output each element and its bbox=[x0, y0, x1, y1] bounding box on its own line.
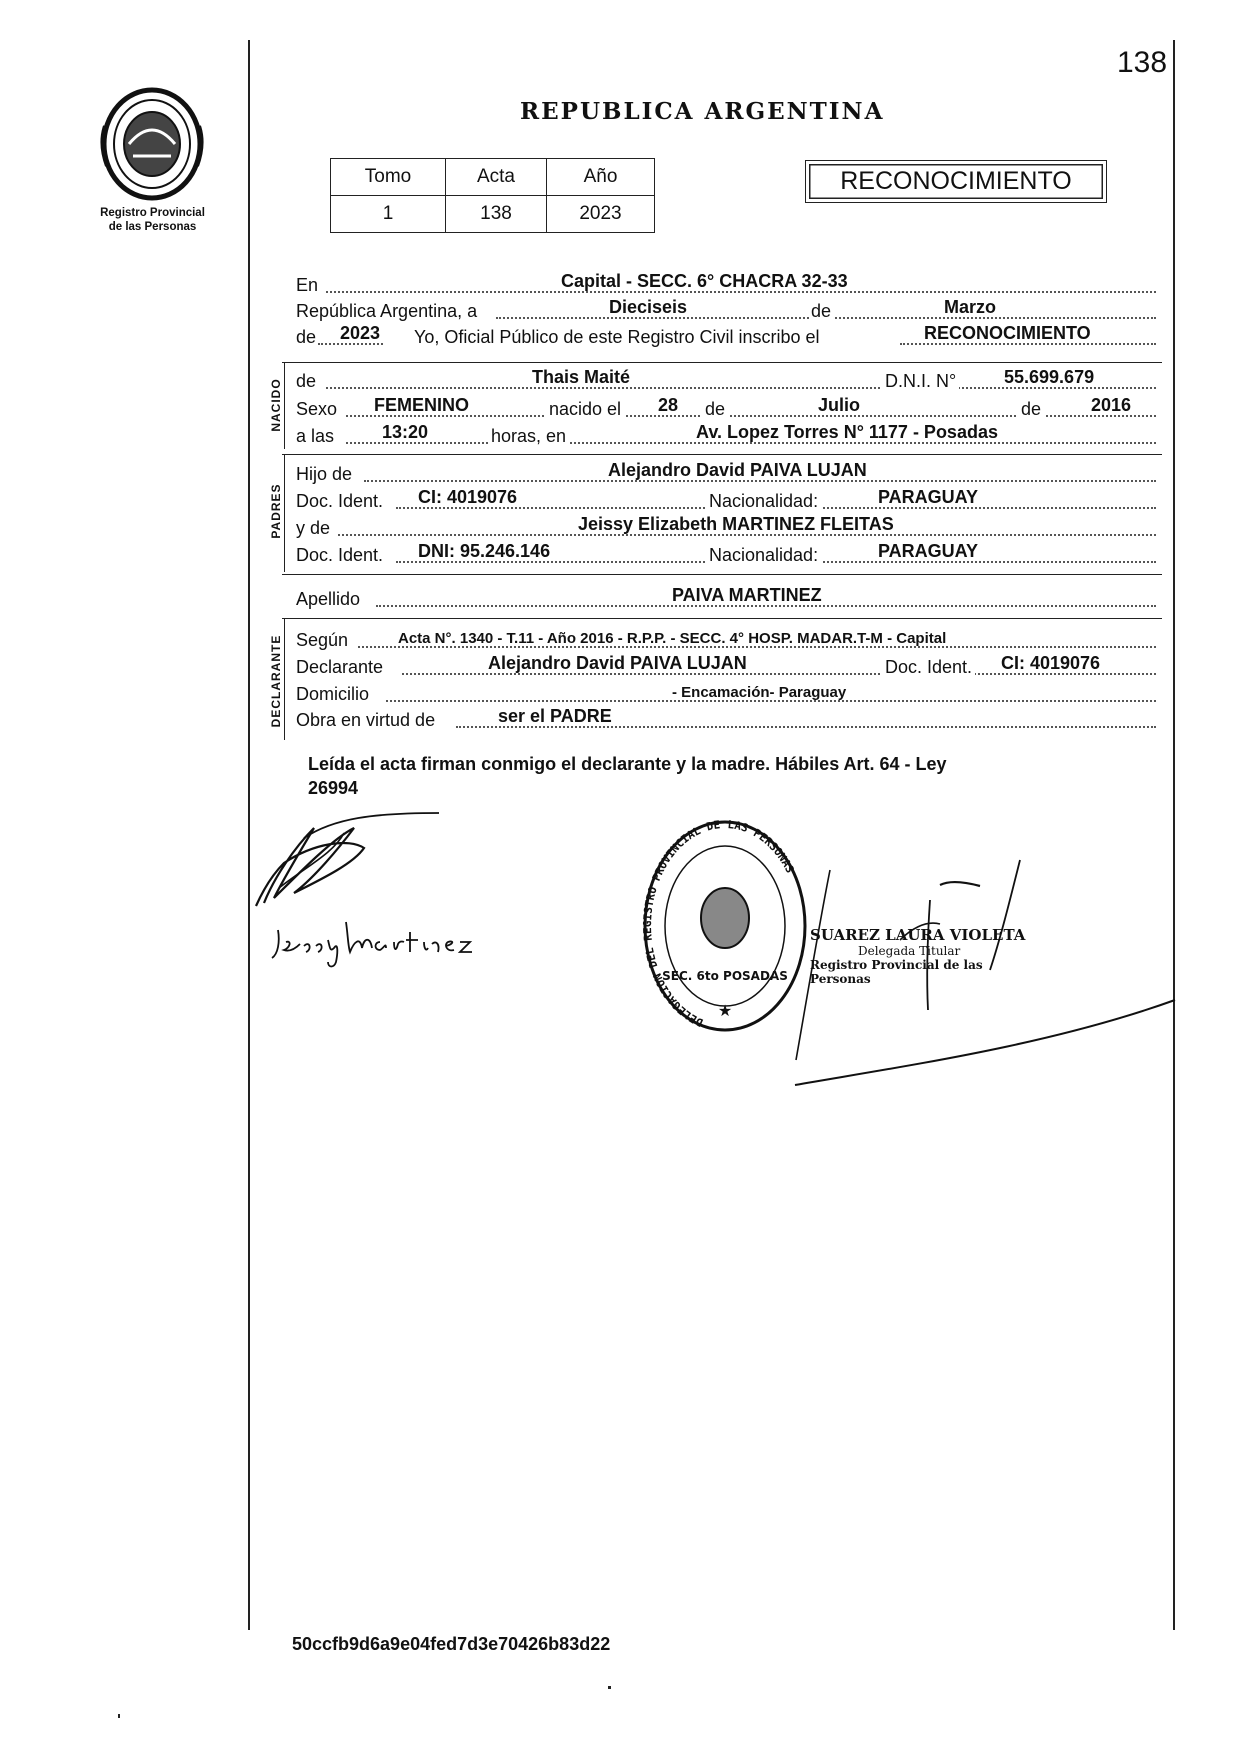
anio-value: 2023 bbox=[547, 196, 655, 233]
apellido-label: Apellido bbox=[296, 589, 361, 609]
nacido-side-label: NACIDO bbox=[269, 378, 283, 432]
horas-label: horas, en bbox=[488, 426, 569, 447]
doc2-label: Doc. Ident. bbox=[296, 545, 384, 565]
tomo-value: 1 bbox=[331, 196, 446, 233]
nac2-label: Nacionalidad: bbox=[706, 545, 821, 566]
row-domicilio bbox=[296, 679, 1156, 705]
row-inscribo bbox=[296, 322, 1156, 348]
mother-value: Jeissy Elizabeth MARTINEZ FLEITAS bbox=[578, 514, 894, 534]
month-value: Marzo bbox=[944, 297, 997, 317]
apellido-value: PAIVA MARTINEZ bbox=[672, 585, 822, 605]
tomo-header: Tomo bbox=[331, 159, 446, 196]
segun-label: Según bbox=[296, 630, 349, 650]
birth-month-value: Julio bbox=[818, 395, 861, 415]
padres-section-top bbox=[282, 454, 1162, 455]
doc2-value: DNI: 95.246.146 bbox=[418, 541, 551, 561]
mother-signature-icon bbox=[268, 912, 488, 972]
sexo-value: FEMENINO bbox=[374, 395, 470, 415]
declarante-side-label: DECLARANTE bbox=[269, 634, 283, 728]
svg-text:SEC. 6to POSADAS: SEC. 6to POSADAS bbox=[662, 969, 788, 983]
father-value: Alejandro David PAIVA LUJAN bbox=[608, 460, 867, 480]
record-type-box: RECONOCIMIENTO bbox=[805, 160, 1107, 203]
row-doc-madre bbox=[296, 540, 1156, 566]
anio-header: Año bbox=[547, 159, 655, 196]
apellido-section-top bbox=[282, 574, 1162, 575]
official-name: SUAREZ LAURA VIOLETA bbox=[810, 926, 1026, 944]
row-en bbox=[296, 270, 1156, 296]
nac1-label: Nacionalidad: bbox=[706, 491, 821, 512]
doc3-value: CI: 4019076 bbox=[1001, 653, 1101, 673]
row-obra bbox=[296, 705, 1156, 731]
alas-label: a las bbox=[296, 426, 335, 446]
official-stamp-icon bbox=[640, 818, 810, 1043]
en-label: En bbox=[296, 275, 319, 295]
de3-label: de bbox=[296, 371, 317, 391]
de5-label: de bbox=[1018, 399, 1044, 420]
republica-label: República Argentina, a bbox=[296, 301, 478, 321]
acta-header: Acta bbox=[446, 159, 547, 196]
domicilio-label: Domicilio bbox=[296, 684, 370, 704]
stray-mark bbox=[118, 1714, 120, 1718]
doc3-label: Doc. Ident. bbox=[882, 657, 975, 678]
declarante-section-top bbox=[282, 618, 1162, 619]
closing-note: Leída el acta firman conmigo el declarante y la madre. Hábiles Art. 64 - Ley 26994 bbox=[308, 754, 947, 798]
acta-value: 138 bbox=[446, 196, 547, 233]
document-title: REPUBLICA ARGENTINA bbox=[520, 98, 885, 125]
de2-label: de bbox=[296, 327, 317, 347]
svg-text:★: ★ bbox=[717, 1001, 733, 1020]
row-sexo bbox=[296, 394, 1156, 420]
record-table-value-row bbox=[331, 196, 655, 233]
declarante-label: Declarante bbox=[296, 657, 384, 677]
segun-value: Acta N°. 1340 - T.11 - Año 2016 - R.P.P. - SECC. 4° HOSP. MADAR.T-M - Capital bbox=[398, 630, 947, 647]
domicilio-value: - Encamación- Paraguay bbox=[672, 684, 847, 701]
birth-day-value: 28 bbox=[658, 395, 679, 415]
declarante-signature-icon bbox=[244, 808, 454, 918]
padres-section-rule bbox=[284, 454, 285, 572]
official-title: Delegada Titular bbox=[858, 944, 961, 958]
nacido-label: nacido el bbox=[546, 399, 624, 420]
birth-year-value: 2016 bbox=[1091, 395, 1132, 415]
row-padre bbox=[296, 459, 1156, 485]
svg-text:DELEGACION DEL REGISTRO PROVIN: DELEGACION DEL REGISTRO PROVINCIAL DE LAS PERSONAS bbox=[641, 818, 797, 1030]
logo-caption: Registro Provincial de las Personas bbox=[100, 207, 205, 233]
right-margin-rule bbox=[1173, 40, 1175, 1630]
row-declarante bbox=[296, 652, 1156, 678]
row-hora bbox=[296, 421, 1156, 447]
declarante-value: Alejandro David PAIVA LUJAN bbox=[488, 653, 747, 673]
row-madre bbox=[296, 513, 1156, 539]
padres-side-label: PADRES bbox=[269, 483, 283, 539]
de4-label: de bbox=[702, 399, 728, 420]
row-fecha bbox=[296, 296, 1156, 322]
obra-label: Obra en virtud de bbox=[296, 710, 436, 730]
name-value: Thais Maité bbox=[532, 367, 631, 387]
year-value: 2023 bbox=[340, 323, 381, 343]
row-doc-padre bbox=[296, 486, 1156, 512]
row-nombre bbox=[296, 366, 1156, 392]
record-table bbox=[330, 158, 655, 233]
doc1-value: CI: 4019076 bbox=[418, 487, 518, 507]
de-label: de bbox=[811, 301, 832, 321]
official-office: Registro Provincial de las Personas bbox=[810, 958, 983, 986]
page-number: 138 bbox=[1117, 46, 1168, 79]
inscribo-label: Yo, Oficial Público de este Registro Civil inscribo el bbox=[414, 327, 820, 347]
declarante-section-rule bbox=[284, 618, 285, 740]
nac1-value: PARAGUAY bbox=[878, 487, 979, 507]
nacido-section-top bbox=[282, 362, 1162, 363]
provincial-seal-icon bbox=[95, 86, 210, 206]
doc1-label: Doc. Ident. bbox=[296, 491, 384, 511]
official-signature-icon bbox=[790, 840, 1180, 1090]
hijo-label: Hijo de bbox=[296, 464, 353, 484]
stray-mark bbox=[608, 1686, 611, 1689]
place-value: Av. Lopez Torres N° 1177 - Posadas bbox=[696, 422, 998, 442]
hora-value: 13:20 bbox=[382, 422, 429, 442]
dni-value: 55.699.679 bbox=[1004, 367, 1095, 387]
inscribo-value: RECONOCIMIENTO bbox=[924, 323, 1091, 343]
document-hash: 50ccfb9d6a9e04fed7d3e70426b83d22 bbox=[292, 1634, 611, 1654]
row-apellido bbox=[296, 584, 1156, 610]
record-table-header-row bbox=[331, 159, 655, 196]
registro-logo bbox=[95, 86, 210, 206]
yde-label: y de bbox=[296, 518, 331, 538]
dni-label: D.N.I. N° bbox=[882, 371, 959, 392]
row-segun bbox=[296, 625, 1156, 651]
en-value: Capital - SECC. 6° CHACRA 32-33 bbox=[561, 271, 848, 291]
nacido-section-rule bbox=[284, 362, 285, 449]
sexo-label: Sexo bbox=[296, 399, 338, 419]
nac2-value: PARAGUAY bbox=[878, 541, 979, 561]
day-value: Dieciseis bbox=[609, 297, 688, 317]
obra-value: ser el PADRE bbox=[498, 706, 612, 726]
